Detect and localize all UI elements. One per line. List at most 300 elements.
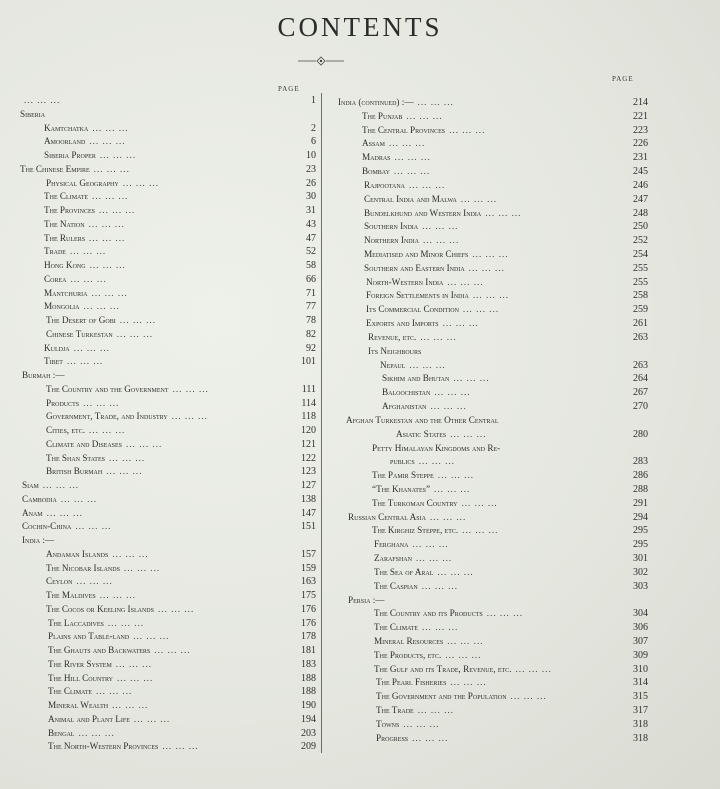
page-title: CONTENTS: [277, 12, 443, 42]
entry-label: Sikhim and Bhutan: [382, 373, 450, 384]
entry-label: Mineral Wealth: [48, 700, 109, 710]
entry-page-number: 248: [633, 207, 648, 219]
entry-label: The Cocos or Keeling Islands: [46, 603, 154, 614]
leader-dots: ... ... ...: [388, 138, 426, 149]
entry-page-number: 263: [633, 359, 648, 371]
entry-label: Nepaul: [380, 359, 406, 370]
entry-page-number: 309: [633, 649, 648, 661]
entry-page-number: 23: [306, 163, 316, 175]
right-column-entry[interactable]: [372, 470, 474, 481]
entry-label: The Climate: [48, 686, 93, 697]
entry-label: The Laccadives: [48, 617, 104, 628]
leader-dots: ... ... ...: [99, 150, 137, 160]
left-column-entry[interactable]: [20, 164, 130, 175]
leader-dots: ... ... ...: [24, 95, 61, 105]
entry-label: Persia :—: [348, 594, 385, 605]
left-column-entry[interactable]: [44, 274, 107, 285]
entry-label: Exports and Imports: [366, 318, 439, 329]
entry-page-number: 315: [633, 691, 648, 703]
left-column-entry[interactable]: [46, 178, 159, 189]
right-column-entry[interactable]: [376, 733, 448, 744]
right-column-entry[interactable]: [364, 194, 497, 205]
leader-dots: ... ... ...: [468, 262, 505, 273]
left-page-header: PAGE: [278, 85, 300, 93]
left-column-entry[interactable]: [46, 604, 194, 615]
right-column-entry[interactable]: [362, 166, 430, 177]
entry-page-number: 261: [633, 318, 648, 330]
left-column-entry[interactable]: [48, 700, 148, 711]
entry-page-number: 267: [633, 387, 648, 399]
entry-page-number: 30: [306, 191, 316, 203]
entry-page-number: 303: [633, 580, 648, 592]
right-column-entry[interactable]: [374, 664, 552, 675]
entry-page-number: 245: [633, 166, 648, 178]
leader-dots: ... ... ...: [133, 713, 171, 724]
entry-label: Its Commercial Condition: [366, 304, 459, 315]
leader-dots: ... ... ...: [486, 608, 523, 619]
right-column-entry[interactable]: [362, 111, 443, 122]
entry-label: The Caspian: [374, 580, 418, 591]
left-column-entry[interactable]: [48, 686, 132, 697]
leader-dots: ... ... ...: [449, 124, 486, 135]
right-column-entry[interactable]: [346, 415, 499, 426]
entry-page-number: 118: [301, 411, 316, 423]
leader-dots: ... ... ...: [406, 110, 443, 121]
leader-dots: ... ... ...: [417, 705, 454, 716]
entry-page-number: 2: [311, 122, 316, 134]
entry-label: Assam: [362, 138, 385, 149]
leader-dots: ... ... ...: [69, 246, 107, 257]
entry-page-number: 47: [306, 232, 316, 244]
right-column-entry[interactable]: [382, 401, 467, 412]
entry-label: The Country and the Government: [46, 383, 169, 394]
entry-label: Animal and Plant Life: [48, 713, 130, 724]
leader-dots: ... ... ...: [393, 166, 431, 177]
leader-dots: ... ... ...: [172, 383, 209, 394]
entry-page-number: 122: [301, 452, 316, 464]
leader-dots: ... ... ...: [421, 580, 458, 591]
entry-page-number: 78: [306, 315, 316, 326]
entry-page-number: 138: [301, 493, 316, 505]
entry-page-number: 123: [301, 466, 316, 478]
right-column-entry[interactable]: [366, 318, 479, 329]
left-column-entry[interactable]: [22, 370, 65, 381]
left-column-entry[interactable]: [46, 549, 149, 560]
left-column-entry[interactable]: [44, 136, 126, 147]
right-column-entry[interactable]: [374, 608, 523, 619]
right-column-entry[interactable]: [364, 221, 458, 232]
left-column-entry[interactable]: [22, 508, 83, 519]
entry-label: The North-Western Provinces: [48, 741, 159, 752]
right-column-entry[interactable]: [376, 705, 454, 716]
leader-dots: ... ... ...: [60, 493, 98, 504]
left-column-entry[interactable]: [46, 453, 145, 464]
left-column-entry[interactable]: [20, 109, 45, 120]
right-column-entry[interactable]: [372, 525, 498, 536]
left-column-entry[interactable]: [44, 150, 136, 161]
entry-label: Mantchuria: [44, 287, 88, 298]
entry-label: Afghan Turkestan and the Other Central: [346, 414, 499, 425]
left-column-entry[interactable]: [46, 329, 153, 340]
entry-label: Burmah :—: [22, 370, 65, 380]
entry-label: Mediatised and Minor Chiefs: [364, 249, 469, 260]
right-column-entry[interactable]: [372, 443, 500, 454]
right-column-entry[interactable]: [348, 595, 384, 606]
leader-dots: ... ... ...: [89, 136, 126, 147]
leader-dots: ... ... ...: [112, 548, 149, 559]
right-column-entry[interactable]: [362, 125, 485, 136]
entry-page-number: 247: [633, 193, 648, 205]
right-column-entry[interactable]: [368, 346, 421, 357]
right-column-entry[interactable]: [390, 456, 455, 467]
entry-label: Hong Kong: [44, 260, 86, 270]
left-column-entry[interactable]: [44, 219, 125, 230]
left-column-entry[interactable]: [46, 398, 119, 409]
ornament-divider-icon: [296, 56, 346, 66]
left-column-entry[interactable]: [44, 246, 106, 257]
right-column-entry[interactable]: [376, 691, 547, 702]
left-column-entry[interactable]: [22, 535, 54, 546]
entry-page-number: 258: [633, 290, 648, 302]
leader-dots: ... ... ...: [422, 622, 459, 633]
leader-dots: ... ... ...: [116, 672, 154, 683]
entry-label: The Maldives: [46, 590, 96, 600]
entry-page-number: 286: [633, 470, 648, 482]
entry-label: The Sea of Aral: [374, 566, 434, 577]
leader-dots: ... ... ...: [99, 205, 136, 215]
leader-dots: ... ... ...: [112, 700, 149, 710]
entry-page-number: 127: [301, 480, 316, 491]
entry-page-number: 254: [633, 249, 648, 261]
leader-dots: ... ... ...: [96, 686, 133, 697]
right-column-entry[interactable]: [374, 539, 449, 550]
leader-dots: ... ... ...: [417, 97, 454, 107]
right-column-entry[interactable]: [382, 373, 490, 384]
left-column-entry[interactable]: [44, 233, 125, 244]
entry-label: The Government and the Population: [376, 691, 507, 702]
entry-label: The Country and its Products: [374, 608, 483, 619]
right-column-entry[interactable]: [366, 277, 484, 288]
entry-page-number: 111: [301, 383, 316, 395]
leader-dots: ... ... ...: [115, 658, 153, 669]
left-column-entry[interactable]: [46, 384, 209, 395]
right-column-entry[interactable]: [374, 650, 482, 661]
leader-dots: ... ... ...: [437, 470, 475, 481]
entry-label: The Desert of Gobi: [46, 315, 116, 325]
entry-label: North-Western India: [366, 276, 444, 287]
right-column-entry[interactable]: [364, 208, 522, 219]
right-column-entry[interactable]: [348, 512, 466, 523]
leader-dots: ... ... ...: [116, 328, 153, 339]
entry-page-number: 209: [301, 741, 316, 753]
right-column-entry[interactable]: [374, 581, 458, 592]
leader-dots: ... ... ...: [92, 191, 129, 202]
leader-dots: ... ... ...: [89, 232, 126, 243]
leader-dots: ... ... ...: [415, 553, 453, 564]
right-column-entry[interactable]: [374, 553, 452, 564]
leader-dots: ... ... ...: [472, 290, 510, 301]
entry-label: Cities, etc.: [46, 425, 86, 435]
leader-dots: ... ... ...: [447, 276, 484, 287]
entry-label: The Rulers: [44, 232, 86, 243]
entry-page-number: 221: [633, 110, 648, 122]
leader-dots: ... ... ...: [462, 304, 500, 315]
entry-page-number: 114: [301, 397, 316, 409]
leader-dots: ... ... ...: [453, 373, 490, 384]
entry-label: The Hill Country: [48, 672, 113, 683]
leader-dots: ... ... ...: [76, 576, 113, 587]
entry-label: Kuldja: [44, 342, 70, 353]
left-column-entry[interactable]: [48, 673, 153, 684]
entry-label: British Burmah: [46, 466, 103, 477]
leader-dots: ... ... ...: [422, 235, 460, 246]
entry-page-number: 176: [301, 603, 316, 615]
entry-page-number: 255: [633, 262, 648, 274]
entry-page-number: 295: [633, 539, 648, 551]
right-column-entry[interactable]: [374, 636, 484, 647]
right-column-entry[interactable]: [376, 677, 487, 688]
entry-label: Bundelkhund and Western India: [364, 207, 482, 218]
leader-dots: ... ... ...: [126, 438, 163, 449]
entry-label: Afghanistan: [382, 401, 427, 412]
entry-page-number: 181: [301, 645, 316, 656]
right-column-entry[interactable]: [374, 567, 474, 578]
entry-label: The Products, etc.: [374, 649, 442, 660]
entry-label: The Kirghiz Steppe, etc.: [372, 525, 459, 536]
left-column-entry[interactable]: [48, 659, 152, 670]
entry-label: Northern India: [364, 235, 419, 246]
entry-label: Central India and Malwa: [364, 193, 457, 204]
leader-dots: ... ... ...: [434, 483, 471, 494]
right-column-entry[interactable]: [364, 249, 509, 260]
entry-page-number: 147: [301, 507, 316, 519]
entry-page-number: 188: [301, 686, 316, 698]
entry-label: The Climate: [374, 622, 419, 633]
right-column-entry[interactable]: [362, 152, 431, 163]
right-column-entry[interactable]: [364, 263, 505, 274]
entry-label: Cochin-China: [22, 521, 72, 532]
left-column-entry[interactable]: [44, 260, 126, 271]
leader-dots: ... ... ...: [66, 356, 104, 367]
left-column-entry[interactable]: [48, 631, 169, 642]
entry-page-number: 214: [633, 97, 648, 108]
entry-page-number: 101: [301, 356, 316, 368]
entry-page-number: 194: [301, 713, 316, 725]
entry-label: Ceylon: [46, 576, 73, 587]
leader-dots: ... ... ...: [442, 318, 479, 329]
right-column-entry[interactable]: [396, 429, 487, 440]
right-column-entry[interactable]: [338, 97, 454, 108]
left-column-entry[interactable]: [44, 288, 128, 299]
leader-dots: ... ... ...: [408, 179, 446, 190]
right-column-entry[interactable]: [382, 387, 471, 398]
entry-page-number: 176: [301, 617, 316, 629]
right-column-entry[interactable]: [374, 622, 458, 633]
left-column-entry[interactable]: [44, 123, 129, 134]
left-column-entry[interactable]: [46, 590, 136, 601]
entry-page-number: 188: [301, 672, 316, 684]
leader-dots: ... ... ...: [73, 342, 110, 353]
entry-label: Bombay: [362, 166, 390, 177]
leader-dots: ... ... ...: [88, 218, 125, 229]
entry-label: Ferghana: [374, 539, 409, 550]
left-column-entry[interactable]: [48, 645, 191, 656]
leader-dots: ... ... ...: [409, 359, 446, 370]
entry-page-number: 226: [633, 138, 648, 150]
entry-page-number: 302: [633, 566, 648, 578]
entry-page-number: 163: [301, 576, 316, 588]
entry-page-number: 246: [633, 179, 648, 191]
entry-page-number: 288: [633, 483, 648, 495]
entry-label: The Climate: [44, 191, 89, 202]
entry-label: Trade: [44, 246, 66, 257]
entry-label: Products: [46, 397, 80, 408]
leader-dots: ... ... ...: [418, 456, 455, 467]
left-column-entry[interactable]: [44, 205, 135, 216]
left-column-entry[interactable]: [46, 576, 113, 587]
entry-page-number: 318: [633, 732, 648, 744]
left-column-entry[interactable]: [46, 411, 208, 422]
entry-page-number: 304: [633, 608, 648, 620]
right-column-entry[interactable]: [366, 290, 509, 301]
entry-page-number: 31: [306, 205, 316, 216]
left-column-entry[interactable]: [48, 714, 170, 725]
entry-label: Corea: [44, 273, 67, 284]
entry-page-number: 175: [301, 590, 316, 601]
entry-label: Tibet: [44, 356, 63, 367]
column-divider: [321, 93, 322, 753]
left-column-entry[interactable]: [20, 95, 60, 106]
right-column-entry[interactable]: [376, 719, 440, 730]
entry-label: Andaman Islands: [46, 548, 109, 559]
entry-page-number: 231: [633, 152, 648, 164]
right-column-entry[interactable]: [364, 180, 445, 191]
entry-label: Plains and Table-land: [48, 631, 130, 642]
entry-label: Revenue, etc.: [368, 331, 417, 342]
leader-dots: ... ... ...: [472, 249, 509, 260]
left-column-entry[interactable]: [48, 618, 144, 629]
left-column-entry[interactable]: [44, 356, 103, 367]
entry-page-number: 250: [633, 221, 648, 233]
entry-label: Government, Trade, and Industry: [46, 411, 168, 422]
entry-label: The Punjab: [362, 110, 403, 121]
entry-label: Russian Central Asia: [348, 511, 426, 522]
entry-label: The Trade: [376, 705, 414, 716]
leader-dots: ... ... ...: [93, 163, 130, 174]
left-column-entry[interactable]: [46, 466, 143, 477]
entry-page-number: 120: [301, 425, 316, 436]
entry-label: Rajpootana: [364, 179, 405, 190]
leader-dots: ... ... ...: [412, 539, 449, 550]
entry-page-number: 1: [311, 95, 316, 106]
right-column-entry[interactable]: [362, 138, 425, 149]
leader-dots: ... ... ...: [46, 507, 83, 518]
leader-dots: ... ... ...: [461, 497, 498, 508]
entry-page-number: 52: [306, 246, 316, 258]
entry-page-number: 159: [301, 562, 316, 574]
entry-page-number: 283: [633, 456, 648, 468]
entry-page-number: 291: [633, 497, 648, 509]
leader-dots: ... ... ...: [133, 631, 170, 642]
leader-dots: ... ... ...: [171, 411, 208, 422]
entry-label: Baloochistan: [382, 387, 431, 398]
entry-page-number: 10: [306, 150, 316, 161]
entry-label: The Central Provinces: [362, 124, 446, 135]
left-column-entry[interactable]: [22, 521, 112, 532]
entry-page-number: 71: [306, 287, 316, 299]
entry-label: The Chinese Empire: [20, 163, 90, 174]
left-column-entry[interactable]: [46, 425, 125, 436]
entry-label: Cambodia: [22, 493, 57, 504]
entry-page-number: 301: [633, 553, 648, 565]
entry-label: Anam: [22, 507, 43, 518]
entry-label: “The Khanates”: [372, 483, 431, 494]
leader-dots: ... ... ...: [403, 718, 440, 729]
entry-label: Mongolia: [44, 301, 80, 312]
right-column-entry[interactable]: [380, 360, 446, 371]
right-column-entry[interactable]: [368, 332, 457, 343]
leader-dots: ... ... ...: [412, 732, 449, 743]
leader-dots: ... ... ...: [119, 315, 157, 325]
left-column-entry[interactable]: [22, 494, 97, 505]
right-column-entry[interactable]: [364, 235, 459, 246]
entry-page-number: 306: [633, 622, 648, 634]
left-column-entry[interactable]: [44, 301, 120, 312]
entry-label: Siam: [22, 480, 39, 490]
entry-label: Amoorland: [44, 136, 86, 147]
left-column-entry[interactable]: [48, 728, 115, 739]
leader-dots: ... ... ...: [485, 207, 522, 218]
entry-page-number: 295: [633, 525, 648, 537]
entry-page-number: 43: [306, 218, 316, 230]
leader-dots: ... ... ...: [447, 635, 484, 646]
entry-label: The Gulf and its Trade, Revenue, etc.: [374, 663, 512, 674]
entry-page-number: 270: [633, 401, 648, 413]
entry-page-number: 294: [633, 511, 648, 523]
entry-label: The Pamir Steppe: [372, 470, 434, 481]
entry-page-number: 58: [306, 260, 316, 271]
left-column-entry[interactable]: [44, 343, 110, 354]
entry-label: The Ghauts and Backwaters: [48, 645, 151, 655]
left-column-entry[interactable]: [44, 191, 128, 202]
leader-dots: ... ... ...: [78, 727, 115, 738]
left-column-entry[interactable]: [22, 480, 79, 491]
leader-dots: ... ... ...: [99, 590, 137, 600]
entry-page-number: 6: [311, 136, 316, 148]
left-column-entry[interactable]: [46, 315, 156, 326]
leader-dots: ... ... ...: [89, 260, 126, 270]
right-column-entry[interactable]: [372, 484, 470, 495]
left-column-entry[interactable]: [46, 439, 162, 450]
leader-dots: ... ... ...: [70, 273, 107, 284]
left-column-entry[interactable]: [48, 741, 199, 752]
leader-dots: ... ... ...: [450, 428, 487, 439]
leader-dots: ... ... ...: [108, 452, 146, 463]
entry-page-number: 314: [633, 677, 648, 689]
leader-dots: ... ... ...: [154, 645, 191, 655]
leader-dots: ... ... ...: [430, 401, 467, 412]
entry-label: Siberia Proper: [44, 150, 96, 160]
leader-dots: ... ... ...: [434, 387, 471, 398]
leader-dots: ... ... ...: [92, 122, 129, 133]
right-column-entry[interactable]: [366, 304, 499, 315]
entry-label: Southern and Eastern India: [364, 262, 465, 273]
leader-dots: ... ... ...: [450, 677, 487, 688]
left-column-entry[interactable]: [46, 563, 160, 574]
right-page-header: PAGE: [612, 75, 634, 83]
leader-dots: ... ... ...: [460, 193, 498, 204]
right-column-entry[interactable]: [372, 498, 498, 509]
